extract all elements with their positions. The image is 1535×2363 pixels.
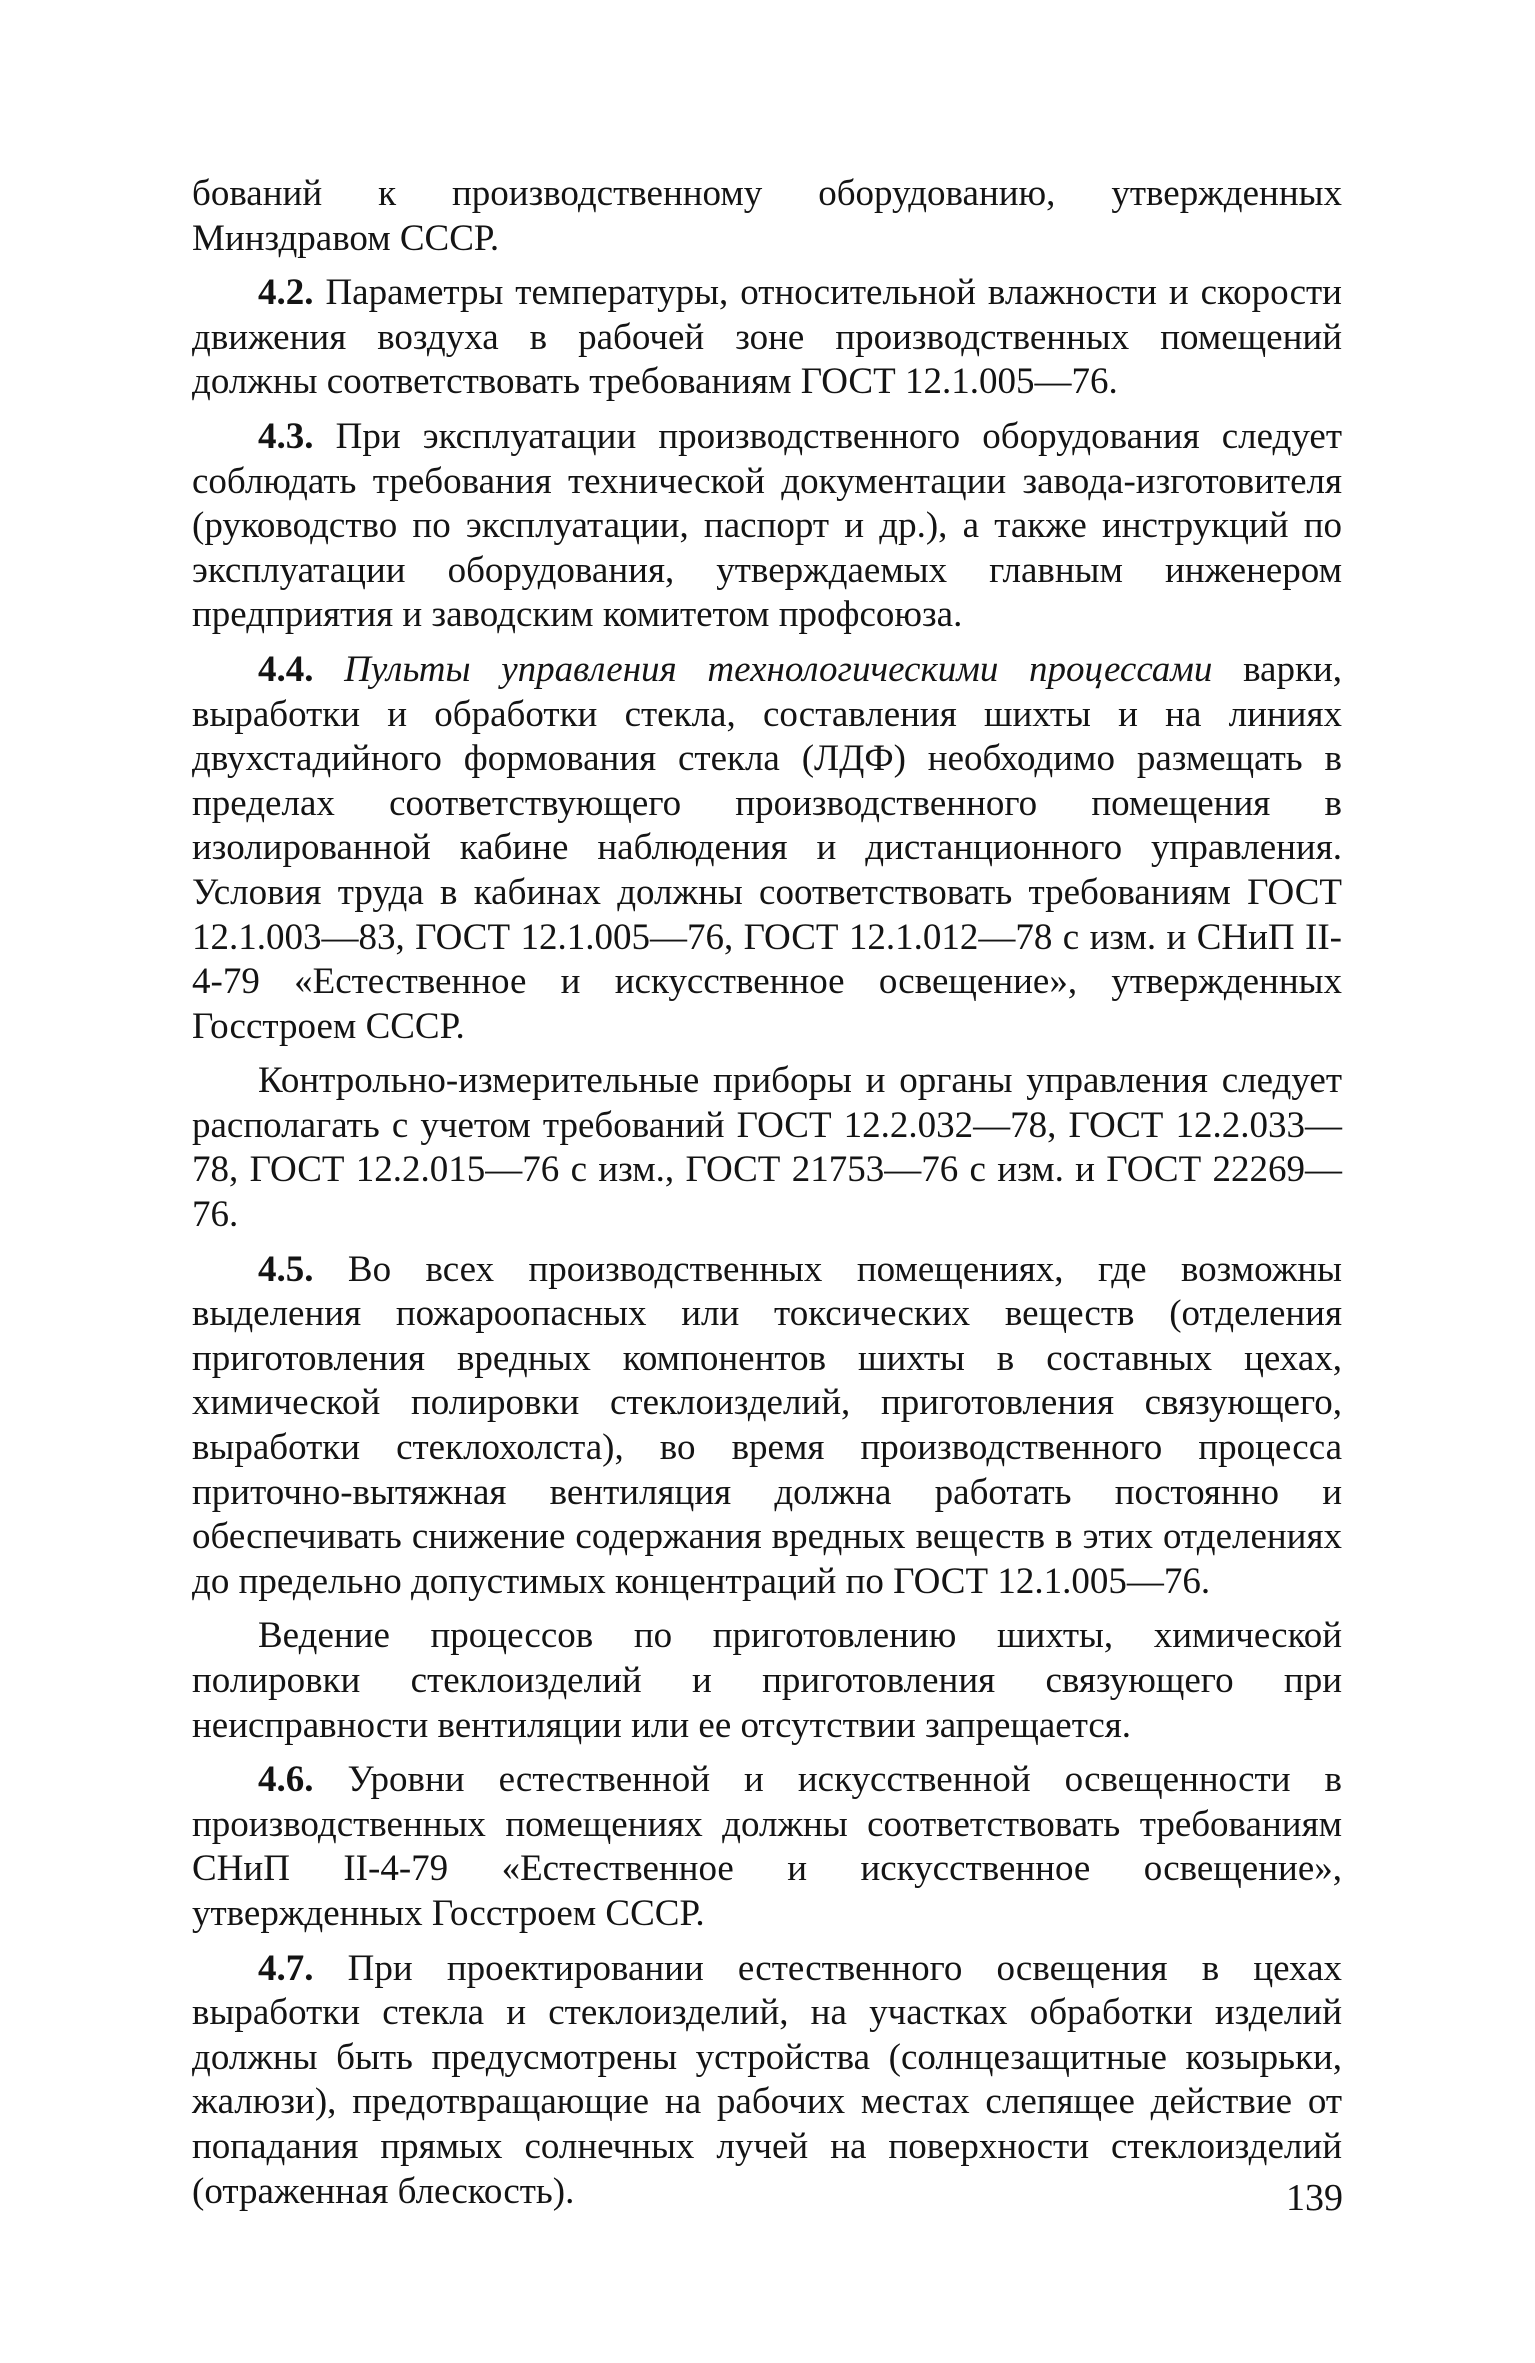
paragraph-4-3: [192, 415, 1342, 638]
paragraph-text: Параметры температуры, относительной влажности и скорости движения воздуха в рабочей зоне производственных помещений должны соответствовать требованиям ГОСТ 12.1.005—76.: [192, 272, 1342, 403]
paragraph-text: варки, выработки и обработки стекла, составления шихты и на линиях двухстадийного формования стекла (ЛДФ) необходимо размещать в пределах соответствующего производственного помещения в изолированной кабине наблюдения и дистанционного управления. Условия труда в кабинах должны соответствовать требованиям ГОСТ 12.1.003—83, ГОСТ 12.1.005—76, ГОСТ 12.1.012—78 с изм. и СНиП II-4-79 «Естественное и искусственное освещение», утвержденных Госстроем СССР.: [192, 648, 1343, 1047]
clause-number: 4.5.: [258, 1248, 314, 1290]
clause-number: 4.4.: [258, 648, 314, 690]
paragraph-4-5-prohibition: [192, 1614, 1342, 1748]
paragraph-4-2: [192, 271, 1342, 405]
paragraph-text: Ведение процессов по приготовлению шихты, химической полировки стеклоизделий и приготовления связующего при неисправности вентиляции или ее отсутствии запрещается.: [192, 1615, 1342, 1746]
paragraph-4-5: [192, 1248, 1342, 1605]
paragraph-text: бований к производственному оборудованию, утвержденных Минздравом СССР.: [192, 173, 1342, 259]
page-number: 139: [1286, 2177, 1343, 2219]
paragraph-4-6: [192, 1758, 1342, 1936]
clause-number: 4.6.: [258, 1759, 314, 1801]
paragraph-text: При проектировании естественного освещения в цехах выработки стекла и стеклоизделий, на участках обработки изделий должны быть предусмотрены устройства (солнцезащитные козырьки, жалюзи), предотвращающие на рабочих местах слепящее действие от попадания прямых солнечных лучей на поверхности стеклоизделий (отраженная блескость).: [192, 1947, 1342, 2212]
clause-number: 4.2.: [258, 272, 314, 314]
paragraph-text: Контрольно-измерительные приборы и органы управления следует располагать с учетом требований ГОСТ 12.2.032—78, ГОСТ 12.2.033—78, ГОСТ 12.2.015—76 с изм., ГОСТ 21753—76 с изм. и ГОСТ 22269—76.: [192, 1060, 1342, 1236]
clause-number: 4.7.: [258, 1947, 314, 1989]
paragraph-text: Во всех производственных помещениях, где возможны выделения пожароопасных или токсических веществ (отделения приготовления вредных компонентов шихты в составных цехах, химической полировки стеклоизделий, приготовления связующего, выработки стеклохолста), во время производственного процесса приточно-вытяжная вентиляция должна работать постоянно и обеспечивать снижение содержания вредных веществ в этих отделениях до предельно допустимых концентраций по ГОСТ 12.1.005—76.: [192, 1248, 1342, 1602]
paragraph-continuation: [192, 172, 1342, 261]
emphasized-text: Пульты управления технологическими процессами: [313, 648, 1213, 690]
paragraph-text: Уровни естественной и искусственной освещенности в производственных помещениях должны соответствовать требованиям СНиП II-4-79 «Естественное и искусственное освещение», утвержденных Госстроем СССР.: [192, 1759, 1342, 1934]
paragraph-4-4: [192, 648, 1342, 1049]
document-page: [192, 172, 1342, 2214]
paragraph-4-7: [192, 1947, 1342, 2215]
paragraph-text: При эксплуатации производственного оборудования следует соблюдать требования технической документации завода-изготовителя (руководство по эксплуатации, паспорт и др.), а также инструкций по эксплуатации оборудования, утверждаемых главным инженером предприятия и заводским комитетом профсоюза.: [192, 415, 1342, 636]
clause-number: 4.3.: [258, 415, 314, 457]
paragraph-4-4-instruments: [192, 1059, 1342, 1237]
